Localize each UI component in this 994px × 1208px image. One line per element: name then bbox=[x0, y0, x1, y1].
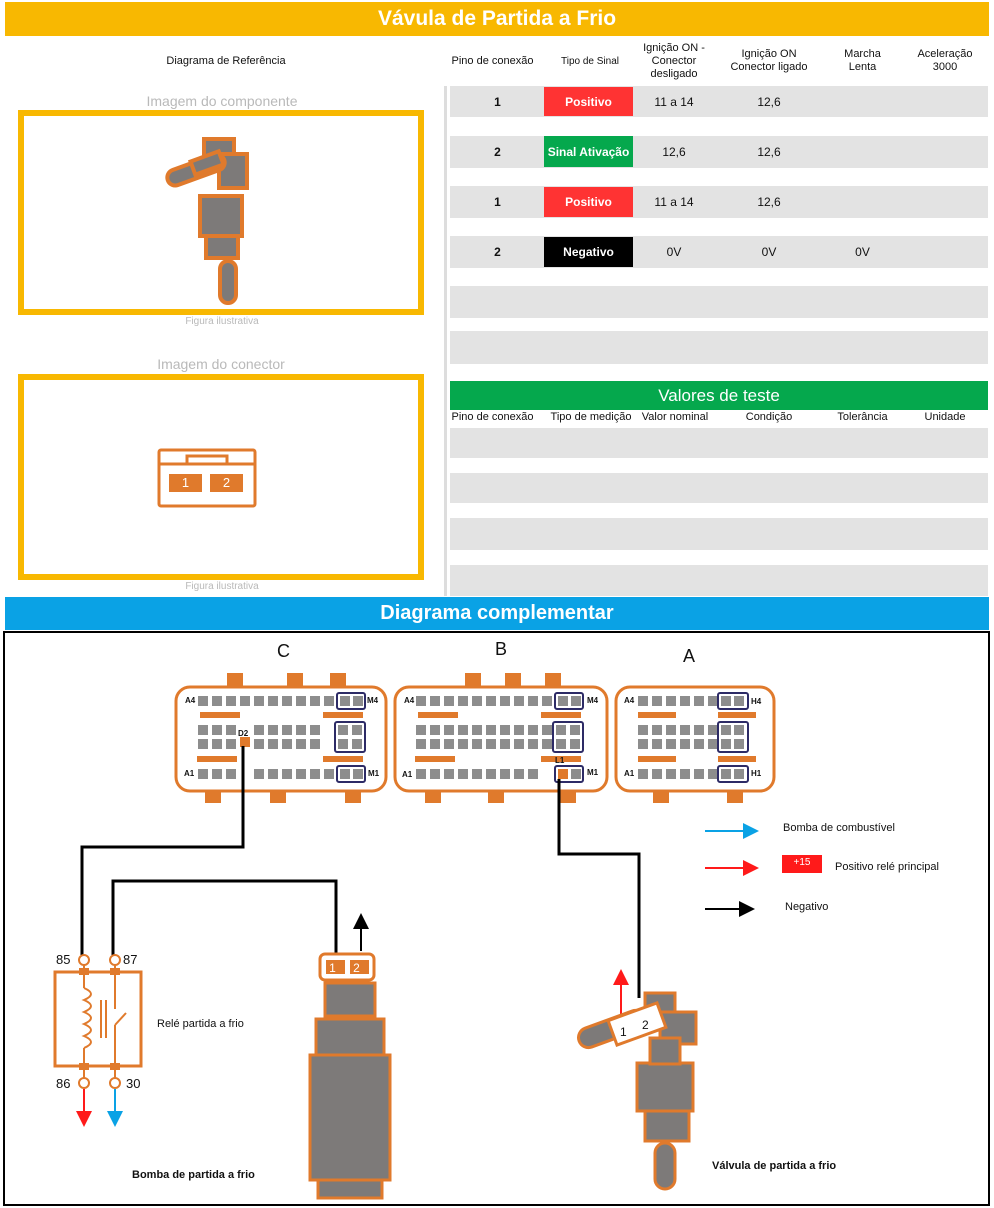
component-caption: Imagem do componente bbox=[146, 93, 298, 109]
row1-ign-off: 11 a 14 bbox=[654, 94, 694, 109]
page-title: Vávula de Partida a Frio bbox=[5, 2, 989, 36]
a-label-h1: H1 bbox=[751, 769, 762, 778]
a-label-a1: A1 bbox=[624, 769, 635, 778]
row3-ign-off: 11 a 14 bbox=[654, 195, 694, 209]
test-header-tipo: Tipo de medição bbox=[550, 411, 632, 423]
legend-positive: Positivo relé principal bbox=[835, 861, 939, 873]
header-tipo: Tipo de Sinal bbox=[561, 55, 619, 67]
c-label-d2: D2 bbox=[238, 729, 249, 738]
test-row bbox=[450, 428, 988, 458]
header-pino: Pino de conexão bbox=[451, 54, 534, 67]
row3-pino: 1 bbox=[494, 195, 501, 209]
relay-label: Relé partida a frio bbox=[157, 1018, 244, 1030]
c-label-a1: A1 bbox=[184, 769, 195, 778]
row4-pino: 2 bbox=[494, 245, 501, 259]
wire-l1-to-valve bbox=[559, 779, 639, 998]
b-label-m4: M4 bbox=[587, 696, 599, 705]
b-label-m1: M1 bbox=[587, 768, 599, 777]
row4-tipo-badge: Negativo bbox=[544, 237, 633, 267]
legend-positive-badge-text: +15 bbox=[793, 857, 811, 868]
pump-pin-1: 1 bbox=[329, 961, 336, 975]
header-ign-on: Ignição ON Conector ligado bbox=[730, 48, 808, 73]
relay-pin-85: 85 bbox=[56, 952, 71, 967]
test-header-unidade: Unidade bbox=[924, 411, 966, 423]
valve-pin-1: 1 bbox=[620, 1025, 627, 1039]
c-label-m4: M4 bbox=[367, 696, 379, 705]
row3-tipo-badge: Positivo bbox=[544, 187, 633, 217]
component-image-frame bbox=[18, 110, 424, 315]
relay-pin-87: 87 bbox=[123, 952, 138, 967]
header-marcha: Marcha Lenta bbox=[844, 48, 881, 73]
legend-negative: Negativo bbox=[785, 901, 829, 913]
pump-label: Bomba de partida a frio bbox=[132, 1169, 255, 1181]
b-label-l1: L1 bbox=[555, 756, 565, 765]
connector-b-letter: B bbox=[495, 639, 508, 659]
ecu-connector-b bbox=[395, 673, 607, 803]
test-header-condicao: Condição bbox=[745, 411, 793, 423]
header-reference: Diagrama de Referência bbox=[166, 54, 286, 67]
row4-marcha: 0V bbox=[855, 245, 870, 259]
b-label-a1: A1 bbox=[402, 770, 413, 779]
valve-pin-2: 2 bbox=[642, 1018, 649, 1032]
component-figure-note: Figura ilustrativa bbox=[185, 316, 259, 327]
row1-tipo-badge: Positivo bbox=[544, 87, 633, 116]
ecu-connector-c bbox=[176, 673, 386, 803]
connector-pin-1: 1 bbox=[181, 475, 190, 490]
row2-ign-off: 12,6 bbox=[662, 145, 686, 159]
a-label-a4: A4 bbox=[624, 696, 635, 705]
relay-pin-86: 86 bbox=[56, 1076, 71, 1091]
test-row bbox=[450, 565, 988, 596]
relay-pin-30: 30 bbox=[126, 1076, 141, 1091]
valve-label: Válvula de partida a frio bbox=[712, 1160, 837, 1172]
connector-c-letter: C bbox=[277, 641, 290, 661]
row4-ign-off: 0V bbox=[666, 245, 682, 259]
test-header-pino: Pino de conexão bbox=[451, 411, 534, 423]
wiring-diagram bbox=[5, 633, 988, 1204]
connector-caption: Imagem do conector bbox=[157, 356, 285, 372]
test-header-tolerancia: Tolerância bbox=[837, 411, 888, 423]
connector-a-letter: A bbox=[683, 646, 696, 666]
b-label-a4: A4 bbox=[404, 696, 415, 705]
table-row bbox=[450, 286, 988, 318]
row1-ign-on: 12,6 bbox=[757, 94, 781, 109]
row2-ign-on: 12,6 bbox=[757, 145, 781, 159]
relay-symbol bbox=[55, 955, 141, 1088]
complementary-diagram bbox=[3, 631, 990, 1206]
c-label-a4: A4 bbox=[185, 696, 196, 705]
table-row bbox=[450, 331, 988, 364]
test-row bbox=[450, 473, 988, 503]
header-acel: Aceleração 3000 bbox=[917, 48, 973, 73]
cold-start-valve-icon bbox=[24, 116, 418, 309]
test-row bbox=[450, 518, 988, 550]
row4-ign-on: 0V bbox=[761, 245, 777, 259]
row2-pino: 2 bbox=[494, 145, 501, 159]
connector-image-frame bbox=[18, 374, 424, 580]
row2-tipo-badge: Sinal Ativação bbox=[544, 136, 633, 167]
legend-fuel-pump: Bomba de combustível bbox=[783, 822, 895, 834]
complementary-title: Diagrama complementar bbox=[5, 597, 989, 630]
a-label-h4: H4 bbox=[751, 697, 762, 706]
cold-start-valve-symbol bbox=[576, 993, 696, 1189]
wire-87-to-pump bbox=[113, 881, 336, 955]
pump-pin-2: 2 bbox=[353, 961, 360, 975]
connector-figure-note: Figura ilustrativa bbox=[185, 581, 259, 592]
row3-ign-on: 12,6 bbox=[757, 195, 781, 209]
test-header-valor: Valor nominal bbox=[641, 411, 709, 423]
connector-pin-2: 2 bbox=[222, 475, 231, 490]
row1-pino: 1 bbox=[494, 94, 501, 109]
c-label-m1: M1 bbox=[368, 769, 380, 778]
header-ign-off: Ignição ON - Conector desligado bbox=[643, 41, 705, 80]
test-values-title: Valores de teste bbox=[450, 381, 988, 410]
cold-start-pump-symbol bbox=[310, 954, 390, 1198]
